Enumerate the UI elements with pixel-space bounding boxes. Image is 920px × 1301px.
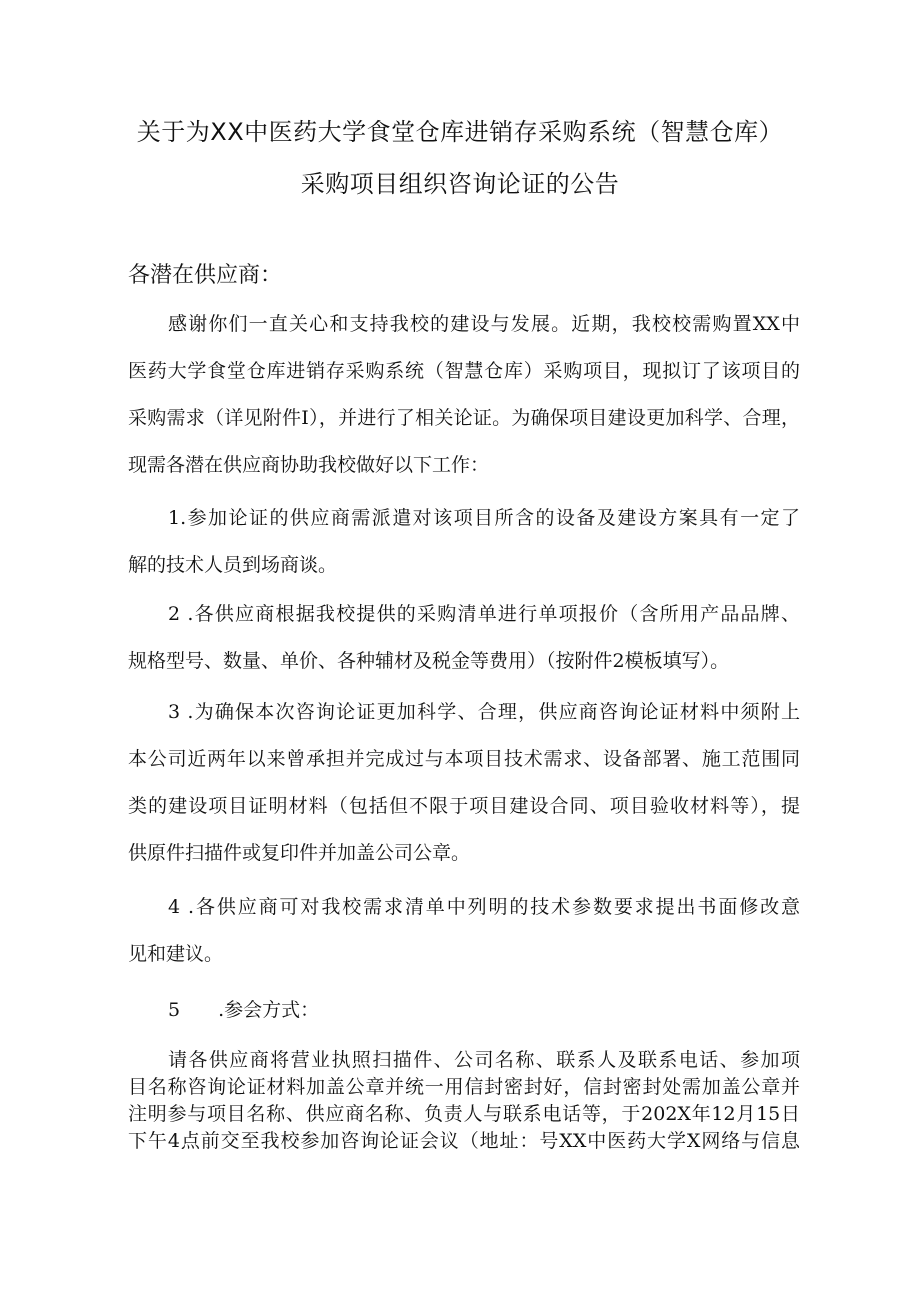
paragraph-line: 请各供应商将营业执照扫描件、公司名称、联系人及联系电话、参加项: [168, 1049, 800, 1071]
paragraph-line: 下午4点前交至我校参加咨询论证会议（地址：号XX中医药大学X网络与信息: [128, 1130, 800, 1152]
paragraph-line: 目名称咨询论证材料加盖公章并统一用信封密封好，信封密封处需加盖公章并: [128, 1076, 800, 1098]
paragraph-line: 3 .为确保本次咨询论证更加科学、合理，供应商咨询论证材料中须附上: [168, 701, 800, 723]
paragraph-line: 4 .各供应商可对我校需求清单中列明的技术参数要求提出书面修改意: [168, 896, 800, 918]
paragraph-line: 5 .参会方式：: [168, 999, 320, 1021]
paragraph-line: 感谢你们一直关心和支持我校的建设与发展。近期，我校校需购置XX中: [168, 313, 800, 335]
paragraph-line: 医药大学食堂仓库进销存采购系统（智慧仓库）采购项目，现拟订了该项目的: [128, 360, 800, 382]
paragraph-line: 本公司近两年以来曾承担并完成过与本项目技术需求、设备部署、施工范围同: [128, 748, 800, 770]
paragraph-line: 见和建议。: [128, 943, 224, 965]
paragraph-line: 现需各潜在供应商协助我校做好以下工作：: [128, 454, 490, 476]
paragraph-line: 采购需求（详见附件I），并进行了相关论证。为确保项目建设更加科学、合理，: [128, 407, 800, 429]
paragraph-line: 解的技术人员到场商谈。: [128, 554, 338, 576]
paragraph-line: 供原件扫描件或复印件并加盖公司公章。: [128, 842, 471, 864]
paragraph-line: 规格型号、数量、单价、各种辅材及税金等费用）（按附件2模板填写）。: [128, 650, 730, 672]
salutation: 各潜在供应商：: [128, 263, 283, 288]
paragraph-line: 1.参加论证的供应商需派遣对该项目所含的设备及建设方案具有一定了: [168, 507, 800, 529]
paragraph-line: 注明参与项目名称、供应商名称、负责人与联系电话等，于202X年12月15日: [128, 1103, 800, 1125]
document-title-line-1: 关于为XX中医药大学食堂仓库进销存采购系统（智慧仓库）: [136, 118, 784, 146]
paragraph-line: 2 .各供应商根据我校提供的采购清单进行单项报价（含所用产品品牌、: [168, 603, 800, 625]
paragraph-line: 类的建设项目证明材料（包括但不限于项目建设合同、项目验收材料等），提: [128, 795, 800, 817]
document-title-line-2: 采购项目组织咨询论证的公告: [300, 170, 620, 198]
